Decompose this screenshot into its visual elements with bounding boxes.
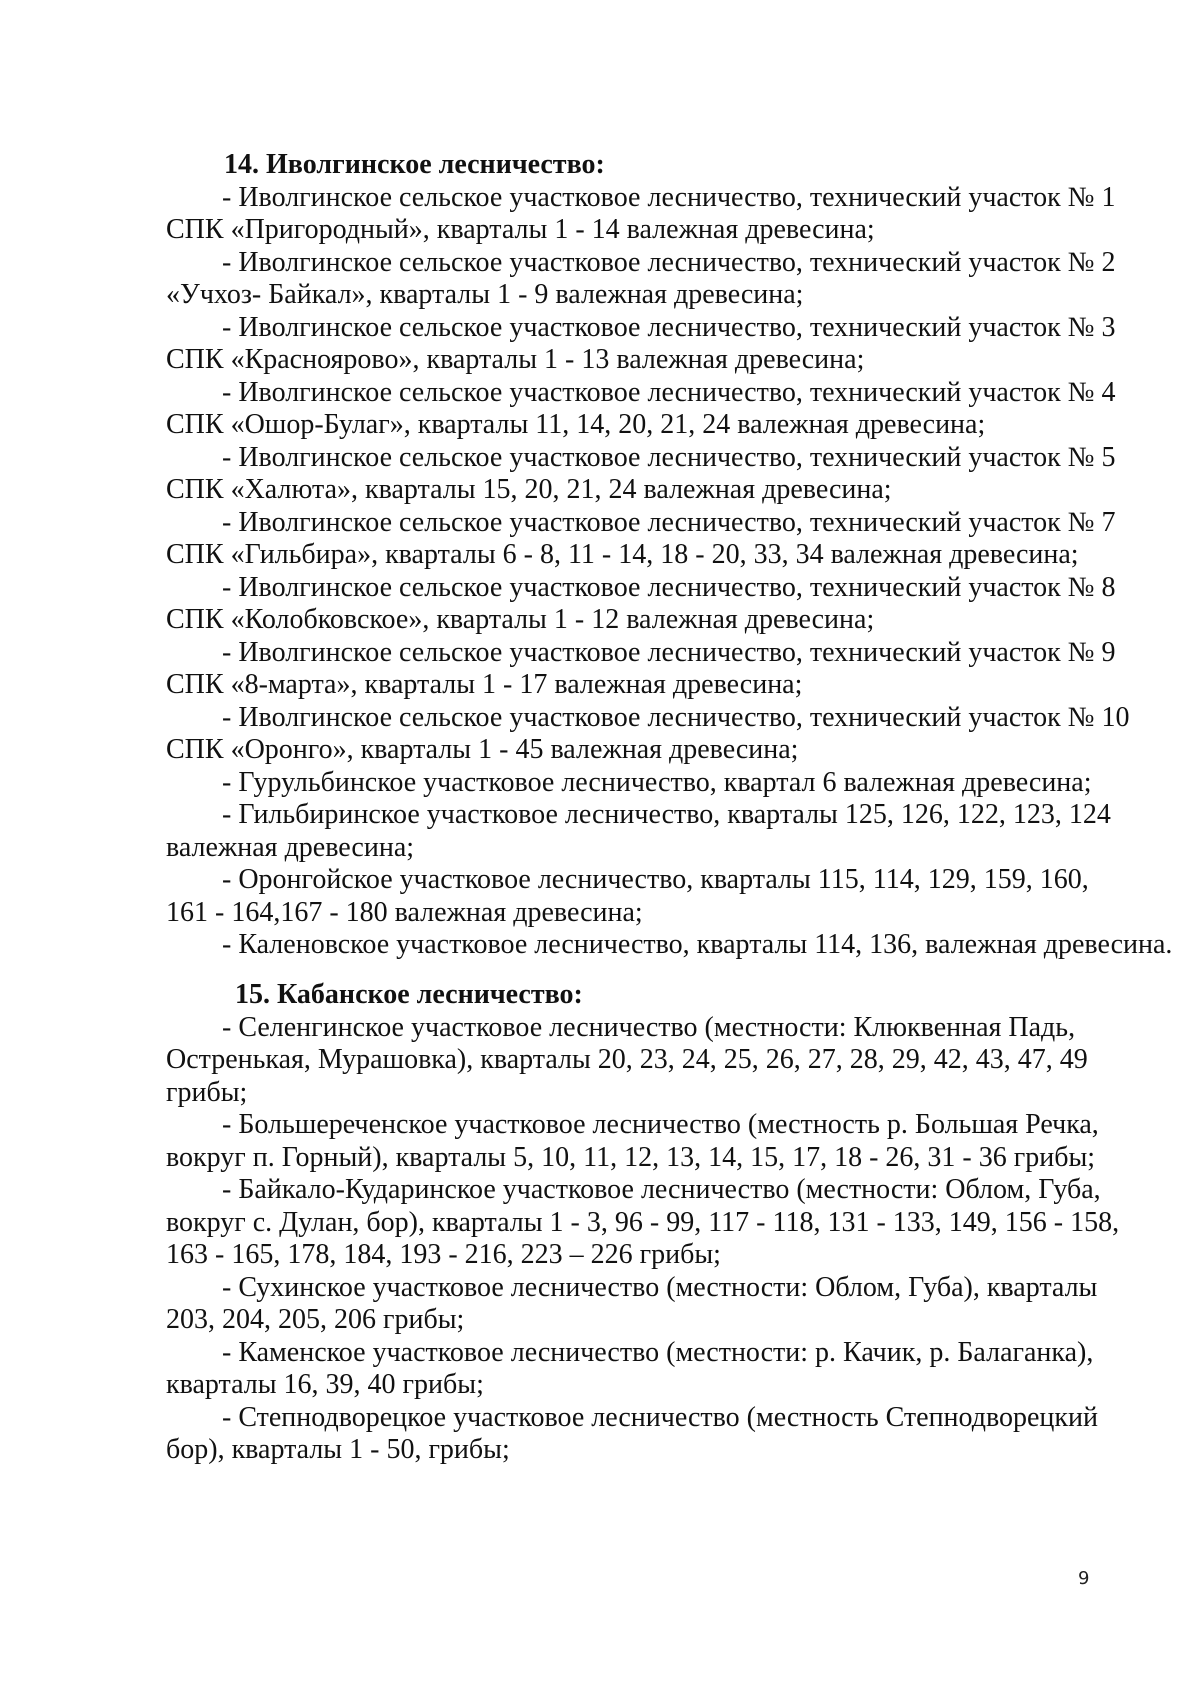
list-item: [166, 1012, 1151, 1110]
text-line: - Иволгинское сельское участковое лесничество, технический участок № 9: [222, 636, 1116, 668]
text-line: СПК «Ошор-Булаг», кварталы 11, 14, 20, 21, 24 валежная древесина;: [166, 409, 986, 440]
list-item: [166, 1402, 1151, 1467]
text-line: СПК «8-марта», кварталы 1 - 17 валежная древесина;: [166, 669, 803, 700]
text-line: - Иволгинское сельское участковое лесничество, технический участок № 8: [222, 571, 1116, 603]
text-line: - Иволгинское сельское участковое лесничество, технический участок № 10: [222, 701, 1130, 733]
list-item: [166, 1109, 1151, 1174]
text-line: - Иволгинское сельское участковое лесничество, технический участок № 4: [222, 376, 1116, 408]
text-line: - Оронгойское участковое лесничество, кварталы 115, 114, 129, 159, 160,: [222, 864, 1089, 895]
section-items: [166, 181, 1173, 962]
text-line: вокруг п. Горный), кварталы 5, 10, 11, 12, 13, 14, 15, 17, 18 - 26, 31 - 36 грибы;: [166, 1141, 1096, 1173]
text-line: грибы;: [166, 1076, 248, 1108]
text-line: - Иволгинское сельское участковое лесничество, технический участок № 5: [222, 441, 1116, 473]
text-line: - Иволгинское сельское участковое лесничество, технический участок № 1: [222, 181, 1116, 213]
text-line: - Гурульбинское участковое лесничество, квартал 6 валежная древесина;: [222, 766, 1092, 798]
text-line: СПК «Красноярово», кварталы 1 - 13 валежная древесина;: [166, 344, 865, 375]
text-line: СПК «Колобковское», кварталы 1 - 12 валежная древесина;: [166, 604, 875, 635]
text-line: - Иволгинское сельское участковое лесничество, технический участок № 7: [222, 506, 1116, 538]
list-item: [166, 247, 1151, 312]
text-line: кварталы 16, 39, 40 грибы;: [166, 1369, 484, 1400]
text-line: - Каленовское участковое лесничество, кварталы 114, 136, валежная древесина.: [222, 929, 1173, 960]
section-heading: 14. Иволгинское лесничество:: [224, 149, 605, 180]
text-line: «Учхоз- Байкал», кварталы 1 - 9 валежная древесина;: [166, 279, 804, 310]
list-item: [166, 572, 1151, 637]
list-item: [166, 1174, 1151, 1272]
text-line: валежная древесина;: [166, 831, 415, 863]
text-line: Остренькая, Мурашовка), кварталы 20, 23, 24, 25, 26, 27, 28, 29, 42, 43, 47, 49: [166, 1044, 1088, 1075]
list-item: [166, 799, 1151, 864]
section-items: [166, 1012, 1151, 1467]
list-item: [166, 182, 1151, 247]
list-item: [166, 1337, 1151, 1402]
text-line: - Иволгинское сельское участковое лесничество, технический участок № 2: [222, 246, 1116, 278]
text-line: - Сухинское участковое лесничество (местности: Облом, Губа), кварталы: [222, 1271, 1098, 1303]
text-line: 163 - 165, 178, 184, 193 - 216, 223 – 226 грибы;: [166, 1239, 721, 1270]
list-item: [166, 507, 1151, 572]
list-item: [166, 864, 1151, 929]
list-item: [166, 767, 1151, 800]
text-line: СПК «Гильбира», кварталы 6 - 8, 11 - 14, 18 - 20, 33, 34 валежная древесина;: [166, 539, 1079, 570]
text-line: - Большереченское участковое лесничество (местность р. Большая Речка,: [222, 1109, 1099, 1140]
page-number: 9: [1078, 1568, 1090, 1589]
text-line: - Гильбиринское участковое лесничество, кварталы 125, 126, 122, 123, 124: [222, 799, 1111, 830]
text-line: - Каменское участковое лесничество (местности: р. Качик, р. Балаганка),: [222, 1336, 1094, 1368]
text-line: вокруг с. Дулан, бор), кварталы 1 - 3, 96 - 99, 117 - 118, 131 - 133, 149, 156 - 158,: [166, 1206, 1120, 1238]
section-heading: 15. Кабанское лесничество:: [235, 979, 583, 1010]
text-line: - Байкало-Кударинское участковое лесничество (местности: Облом, Губа,: [222, 1174, 1101, 1205]
text-line: - Селенгинское участковое лесничество (местности: Клюквенная Падь,: [222, 1011, 1076, 1043]
list-item: [166, 312, 1151, 377]
text-line: СПК «Пригородный», кварталы 1 - 14 валежная древесина;: [166, 214, 875, 245]
list-item: [166, 1272, 1151, 1337]
text-line: - Иволгинское сельское участковое лесничество, технический участок № 3: [222, 311, 1116, 343]
text-line: 203, 204, 205, 206 грибы;: [166, 1304, 465, 1335]
list-item: [166, 637, 1151, 702]
text-line: бор), кварталы 1 - 50, грибы;: [166, 1434, 510, 1465]
list-item: [166, 377, 1151, 442]
text-line: - Степнодворецкое участковое лесничество (местность Степнодворецкий: [222, 1401, 1098, 1433]
section-ivolginskoe: [166, 149, 1173, 962]
list-item: [166, 929, 1173, 962]
list-item: [166, 442, 1151, 507]
text-line: 161 - 164,167 - 180 валежная древесина;: [166, 896, 643, 928]
list-item: [166, 702, 1151, 767]
text-line: СПК «Оронго», кварталы 1 - 45 валежная древесина;: [166, 734, 799, 765]
section-kabanskoe: [166, 979, 1151, 1467]
text-line: СПК «Халюта», кварталы 15, 20, 21, 24 валежная древесина;: [166, 474, 892, 505]
